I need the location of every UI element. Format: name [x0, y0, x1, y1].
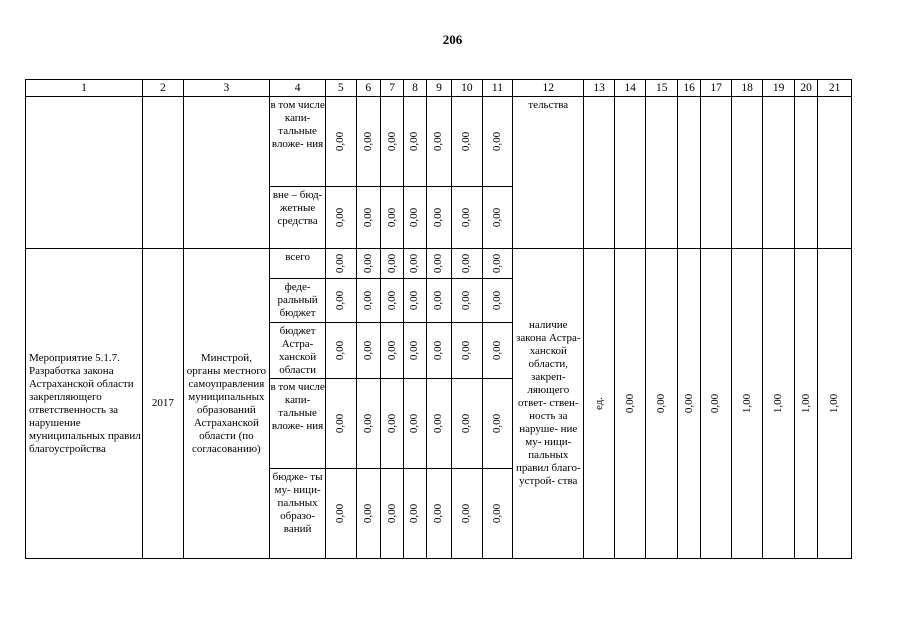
target-cell-empty [731, 97, 763, 249]
amount-cell [356, 323, 380, 379]
column-header: 9 [426, 80, 451, 97]
amount-cell-text: 0,00 [460, 290, 473, 311]
amount-cell-text: 0,00 [408, 131, 421, 152]
amount-cell [426, 279, 451, 323]
target-value-text: 1,00 [772, 393, 785, 414]
page-number: 206 [442, 32, 463, 47]
header-row [26, 80, 852, 97]
amount-cell [326, 379, 357, 469]
amount-cell [404, 97, 426, 187]
amount-cell-text: 0,00 [460, 131, 473, 152]
target-cell-empty [763, 97, 795, 249]
amount-cell-text: 0,00 [460, 207, 473, 228]
amount-cell-text: 0,00 [408, 503, 421, 524]
target-cell-empty [646, 97, 678, 249]
amount-cell [356, 379, 380, 469]
target-cell-empty [584, 97, 615, 249]
column-header: 14 [614, 80, 646, 97]
amount-cell [356, 249, 380, 279]
target-value [646, 249, 678, 559]
amount-cell-text: 0,00 [385, 413, 398, 434]
amount-cell [326, 249, 357, 279]
amount-cell-text: 0,00 [334, 340, 347, 361]
target-value-text: 1,00 [828, 393, 841, 414]
source-label: всего [270, 249, 326, 279]
table-row [26, 97, 852, 187]
column-header: 11 [482, 80, 513, 97]
amount-cell [426, 249, 451, 279]
amount-cell-text: 0,00 [490, 413, 503, 434]
table-row [26, 249, 852, 279]
amount-cell-text: 0,00 [490, 503, 503, 524]
amount-cell-text: 0,00 [408, 207, 421, 228]
amount-cell [426, 97, 451, 187]
measure-name: Мероприятие 5.1.7. Разработка закона Астраханской области закрепляющего ответственность за нарушение муниципальных правил благоустройства [26, 249, 143, 559]
amount-cell-text: 0,00 [334, 503, 347, 524]
target-value [701, 249, 732, 559]
amount-cell-text: 0,00 [385, 207, 398, 228]
amount-cell-text: 0,00 [385, 253, 398, 274]
amount-cell [452, 379, 483, 469]
target-value [677, 249, 700, 559]
amount-cell [482, 323, 513, 379]
source-label: вне – бюд- жетные средства [270, 187, 326, 249]
target-cell-empty [614, 97, 646, 249]
column-header: 18 [731, 80, 763, 97]
amount-cell [452, 187, 483, 249]
amount-cell [452, 279, 483, 323]
source-label: в том числе капи- тальные вложе- ния [270, 97, 326, 187]
amount-cell-text: 0,00 [361, 413, 374, 434]
target-value-text: 1,00 [740, 393, 753, 414]
amount-cell-text: 0,00 [460, 340, 473, 361]
target-cell-empty [794, 97, 817, 249]
amount-cell [380, 323, 403, 379]
column-header: 2 [142, 80, 183, 97]
amount-cell [452, 323, 483, 379]
amount-cell-text: 0,00 [432, 253, 445, 274]
column-header: 15 [646, 80, 678, 97]
amount-cell-text: 0,00 [460, 413, 473, 434]
column-header: 21 [818, 80, 852, 97]
program-table [25, 79, 852, 559]
executor-cell-empty [183, 97, 269, 249]
amount-cell [380, 379, 403, 469]
amount-cell [404, 249, 426, 279]
source-label: феде- ральный бюджет [270, 279, 326, 323]
amount-cell-text: 0,00 [408, 290, 421, 311]
amount-cell [404, 323, 426, 379]
amount-cell [380, 97, 403, 187]
measure-cell-empty [26, 97, 143, 249]
amount-cell-text: 0,00 [490, 253, 503, 274]
amount-cell-text: 0,00 [408, 340, 421, 361]
unit-cell-text: ед. [592, 396, 605, 411]
column-header: 12 [513, 80, 584, 97]
column-header: 8 [404, 80, 426, 97]
amount-cell [426, 323, 451, 379]
amount-cell [380, 187, 403, 249]
source-label: в том числе капи- тальные вложе- ния [270, 379, 326, 469]
amount-cell-text: 0,00 [432, 290, 445, 311]
amount-cell-text: 0,00 [385, 503, 398, 524]
column-header: 13 [584, 80, 615, 97]
source-label: бюджет Астра- ханской области [270, 323, 326, 379]
amount-cell-text: 0,00 [361, 503, 374, 524]
source-label: бюдже- ты му- ници- пальных образо- ваний [270, 469, 326, 559]
target-cell-empty [677, 97, 700, 249]
amount-cell-text: 0,00 [361, 207, 374, 228]
amount-cell-text: 0,00 [460, 503, 473, 524]
amount-cell [326, 323, 357, 379]
amount-cell [482, 97, 513, 187]
amount-cell [404, 469, 426, 559]
amount-cell [326, 187, 357, 249]
amount-cell-text: 0,00 [334, 413, 347, 434]
amount-cell [426, 469, 451, 559]
amount-cell [452, 249, 483, 279]
unit-cell [584, 249, 615, 559]
amount-cell [482, 279, 513, 323]
amount-cell-text: 0,00 [432, 413, 445, 434]
amount-cell-text: 0,00 [490, 290, 503, 311]
target-value-text: 1,00 [799, 393, 812, 414]
amount-cell [482, 379, 513, 469]
amount-cell-text: 0,00 [361, 290, 374, 311]
amount-cell-text: 0,00 [408, 413, 421, 434]
measure-year: 2017 [142, 249, 183, 559]
amount-cell [380, 249, 403, 279]
target-value [614, 249, 646, 559]
amount-cell [452, 97, 483, 187]
amount-cell [404, 279, 426, 323]
amount-cell-text: 0,00 [432, 207, 445, 228]
amount-cell [404, 379, 426, 469]
amount-cell-text: 0,00 [334, 290, 347, 311]
target-value [731, 249, 763, 559]
target-value-text: 0,00 [682, 393, 695, 414]
amount-cell-text: 0,00 [361, 131, 374, 152]
amount-cell-text: 0,00 [334, 131, 347, 152]
amount-cell-text: 0,00 [432, 340, 445, 361]
target-value [763, 249, 795, 559]
amount-cell [356, 187, 380, 249]
amount-cell [452, 469, 483, 559]
column-header: 4 [270, 80, 326, 97]
amount-cell [380, 279, 403, 323]
amount-cell-text: 0,00 [490, 340, 503, 361]
column-header: 3 [183, 80, 269, 97]
amount-cell [356, 279, 380, 323]
amount-cell [426, 187, 451, 249]
year-cell-empty [142, 97, 183, 249]
target-value-text: 0,00 [623, 393, 636, 414]
amount-cell-text: 0,00 [490, 207, 503, 228]
amount-cell [326, 469, 357, 559]
amount-cell-text: 0,00 [361, 340, 374, 361]
column-header: 20 [794, 80, 817, 97]
amount-cell-text: 0,00 [432, 131, 445, 152]
target-cell-empty [818, 97, 852, 249]
amount-cell-text: 0,00 [460, 253, 473, 274]
column-header: 10 [452, 80, 483, 97]
column-header: 17 [701, 80, 732, 97]
amount-cell [356, 469, 380, 559]
target-value [818, 249, 852, 559]
amount-cell-text: 0,00 [361, 253, 374, 274]
amount-cell [356, 97, 380, 187]
measure-executor: Минстрой, органы местного самоуправления муниципальных образований Астраханской области (по согласованию) [183, 249, 269, 559]
amount-cell-text: 0,00 [385, 131, 398, 152]
amount-cell-text: 0,00 [334, 253, 347, 274]
column-header: 1 [26, 80, 143, 97]
target-value-text: 0,00 [709, 393, 722, 414]
amount-cell-text: 0,00 [432, 503, 445, 524]
amount-cell [380, 469, 403, 559]
amount-cell [482, 187, 513, 249]
column-header: 7 [380, 80, 403, 97]
column-header: 6 [356, 80, 380, 97]
indicator-cell: наличие закона Астра- ханской области, закреп- ляющего ответ- ствен- ность за наруше- ние му- ници- пальных правил благо- устрой- ства [513, 249, 584, 559]
indicator-cell: тельства [513, 97, 584, 249]
amount-cell [482, 469, 513, 559]
amount-cell [326, 279, 357, 323]
amount-cell [482, 249, 513, 279]
target-value-text: 0,00 [655, 393, 668, 414]
column-header: 16 [677, 80, 700, 97]
target-cell-empty [701, 97, 732, 249]
column-header: 5 [326, 80, 357, 97]
amount-cell-text: 0,00 [385, 290, 398, 311]
amount-cell-text: 0,00 [490, 131, 503, 152]
target-value [794, 249, 817, 559]
amount-cell [404, 187, 426, 249]
amount-cell-text: 0,00 [334, 207, 347, 228]
amount-cell-text: 0,00 [408, 253, 421, 274]
amount-cell [426, 379, 451, 469]
column-header: 19 [763, 80, 795, 97]
amount-cell [326, 97, 357, 187]
amount-cell-text: 0,00 [385, 340, 398, 361]
